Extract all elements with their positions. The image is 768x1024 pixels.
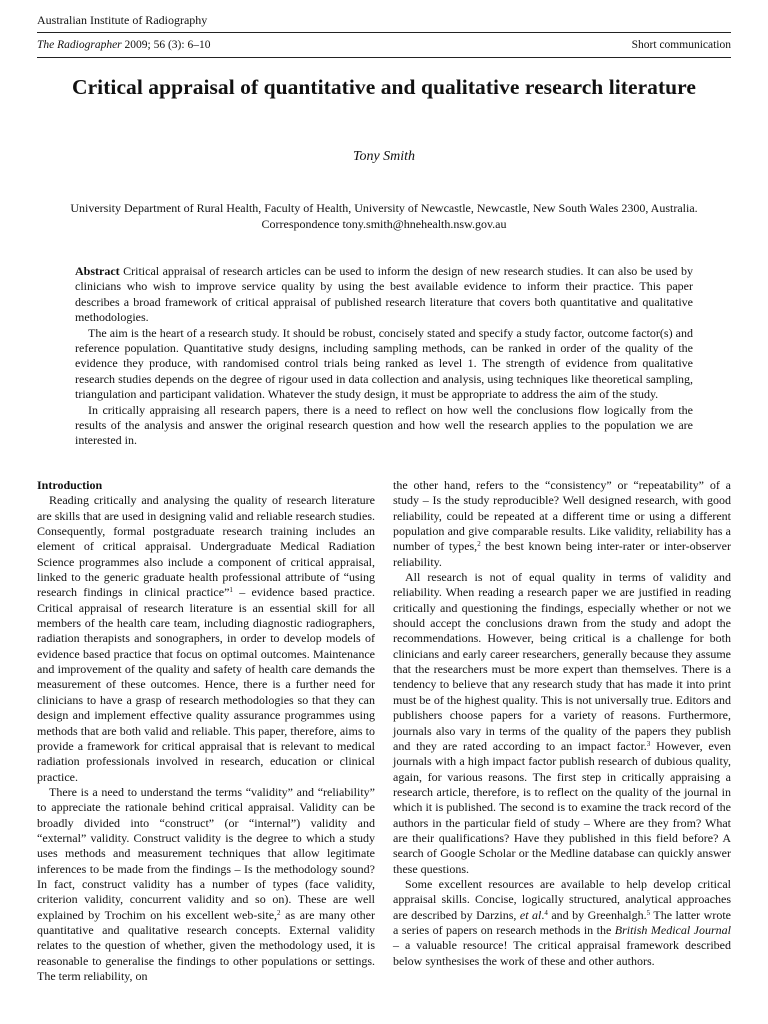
body-paragraph: Reading critically and analysing the quality of research literature are skills that are used in designing valid and reliable research studies. Consequently, formal postgraduate research training includes an element of critical appraisal. Undergraduate Medical Radiation Science programmes also include a component of critical appraisal, linked to the generic graduate health professional attribute of “using research findings in clinical practice”$^1$ – evidence based practice. Critical appraisal of research literature is an essential skill for all members of the health care team, including diagnostic radiographers, radiation therapists and sonographers, in order to develop models of evidence based practice that focus on optimal outcomes. Maintenance and improvement of the quality and safety of health care demands the measurement of these outcomes. Hence, there is a further need for clinicians to have a grasp of research methodologies so that they can design and implement effective quality assurance programmes using methods that are both valid and reliable. This paper, therefore, aims to provide a framework for critical appraisal that is relevant to medical radiation professionals involved in research, education or clinical practice. <box>37 493 375 784</box>
affiliation <box>30 200 738 232</box>
section-heading-introduction: Introduction <box>37 478 103 492</box>
reference-marker: 5 <box>646 908 651 917</box>
journal-reference: British Medical Journal <box>614 922 731 937</box>
abstract-paragraph: Abstract Critical appraisal of research articles can be used to inform the design of new research studies. It can also be used by clinicians who wish to improve service quality by using the best available evidence to inform their practice. This paper describes a broad framework of critical appraisal of published research literature that covers both quantitative and qualitative methodologies. <box>75 264 693 325</box>
author-name: Tony Smith <box>352 149 416 164</box>
header-rule-bottom <box>37 57 731 58</box>
reference-marker: 2 <box>277 908 281 917</box>
article-type: Short communication <box>631 39 731 51</box>
abstract <box>75 264 693 449</box>
body-paragraph: Some excellent resources are available to help develop critical appraisal skills. Concise, logically structured, analytical approaches are described by Darzins, et al.$^4$ and by Greenhalgh.$^5$ The latter wrote a series of papers on research methods in the British Medical Journal – a valuable resource! The critical appraisal framework described below synthesises the work of these and other authors. <box>393 876 731 968</box>
article-title: Critical appraisal of quantitative and qualitative research literature <box>72 75 696 99</box>
body-paragraph: All research is not of equal quality in terms of validity and reliability. When reading a research paper we are justified in reading critically and questioning the findings, especially whether or not we should accept the conclusions drawn from the study and adopt the recommendations. However, being critical is a challenge for both clinicians and early career researchers, generally because they assume that the researchers must be more expert than themselves. There is a tendency to believe that any research study that has made it into print must be of the highest quality. This is not universally true. Editors and publishers choose papers for a variety of reasons. Furthermore, journals also vary in terms of the quality of the papers they publish and they are rated according to an impact factor.$^3$ However, even journals with a high impact factor publish research of dubious quality, again, for various reasons. The first step in critically appraising a research article, therefore, is to reflect on the quality of the journal in which it is published. The second is to examine the track record of the authors in the particular field of study – Where are they from? What are their qualifications? Have they published in this field before? A search of Google Scholar or the Medline database can quickly answer these questions. <box>393 570 732 876</box>
reference-marker: 2 <box>477 540 481 549</box>
society-name: Australian Institute of Radiography <box>37 13 208 27</box>
abstract-paragraph: The aim is the heart of a research study. It should be robust, concisely stated and specify a study factor, outcome factor(s) and reference population. Quantitative study designs, including sampling methods, can be ranked in order of the quality of the evidence they produce, with randomised control trials being ranked as level 1. The strength of evidence from qualitative research studies depends on the degree of rigour used in data collection and analysis, using techniques like theoretical sampling, triangulation and participant validation. Whatever the study design, it must be appropriate to address the aim of the study. <box>75 325 693 402</box>
abstract-paragraph: In critically appraising all research papers, there is a need to reflect on how well the conclusions flow logically from the results of the analysis and answer the original research question and how well the research applies to the population we are interested in. <box>75 402 693 448</box>
citation-details: 2009; 56 (3): 6–10 <box>121 39 211 51</box>
body-paragraph: There is a need to understand the terms “validity” and “reliability” to appreciate the rationale behind critical appraisal. Validity can be broadly divided into “construct” (or “internal”) validity and “external” validity. Construct validity is the degree to which a study uses methods and measurement techniques that allow legitimate inferences to be made from the findings – Is the methodology sound? In fact, construct validity has a number of types (face validity, criterion validity, concurrent validity and so on). These are well explained by Trochim on his excellent web-site,$^2$ as are many other quantitative and qualitative research concepts. External validity relates to the question of whether, given the methodology used, it is reasonable to generalise the findings to other populations or settings. The term reliability, on <box>37 784 376 983</box>
journal-citation <box>37 39 210 51</box>
correspondence-line: Correspondence tony.smith@hnehealth.nsw.gov.au <box>261 217 507 231</box>
reference-marker: 4 <box>544 908 548 917</box>
affiliation-line: University Department of Rural Health, Faculty of Health, University of Newcastle, Newcastle, New South Wales 2300, Australia. <box>70 201 698 215</box>
right-column <box>393 478 731 969</box>
journal-name: The Radiographer <box>37 39 122 51</box>
abstract-label: Abstract <box>75 264 120 278</box>
header-rule-top <box>37 32 731 33</box>
reference-marker: 1 <box>229 586 233 595</box>
body-paragraph: the other hand, refers to the “consistency” or “repeatability” of a study – Is the study reproducible? Well designed research, with good reliability, could be repeated at a different time or using a different population and give comparable results. Like validity, reliability has a number of types,$^2$ the best known being inter-rater or inter-observer reliability. <box>393 478 731 569</box>
reference-marker: 3 <box>646 739 651 748</box>
left-column <box>37 478 375 984</box>
